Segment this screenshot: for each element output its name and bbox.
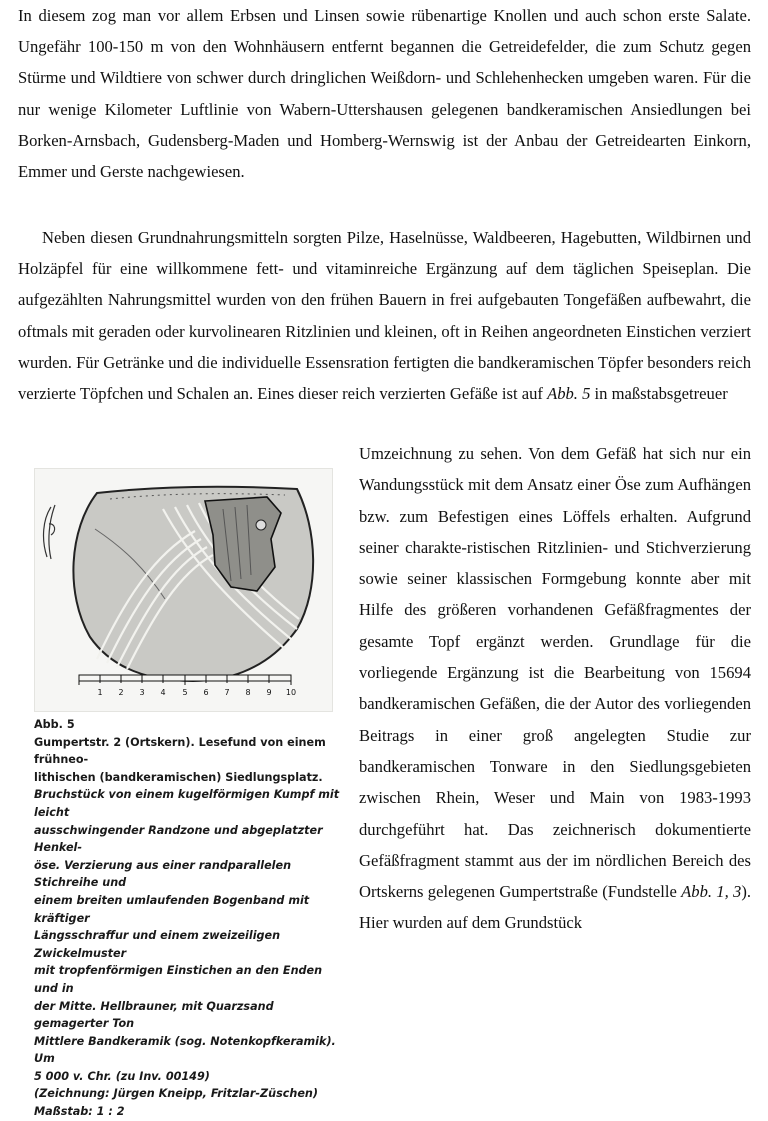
scale-tick-4: 4 (160, 688, 166, 697)
caption-line-9: der Mitte. Hellbrauner, mit Quarzsand gemagerter Ton (34, 999, 274, 1031)
paragraph-3-text: Umzeichnung zu sehen. Von dem Gefäß hat sich nur ein Wandungsstück mit dem Ansatz einer Öse zum Aufhängen bzw. zum Befestigen eines Löffels erhalten. Aufgrund seiner charakte-ristischen Ritzlinien- und Stichverzierung sowie seiner klassischen Formgebung konnte aber mit Hilfe des größeren vorhandenen Gefäßfragmentes der gesamte Topf ergänzt werden. Grundlage für die vorliegende Ergänzung ist die Bearbeitung von 15694 bandkeramischen Gefäßen, die der Autor des vorliegenden Beitrags in einer groß angelegten Studie zur bandkeramischen Tonware in den Siedlungsgebieten zwischen Rhein, Weser und Main von 1983-1993 durchgeführt hat. Das zeichnerisch dokumentierte Gefäßfragment stammt aus der im nördlichen Bereich des Ortskerns gelegenen Gumpertstraße (Fundstelle (359, 444, 751, 902)
caption-line-13: Maßstab: 1 : 2 (34, 1105, 125, 1119)
caption-line-8: mit tropfenförmigen Einstichen an den Enden und in (34, 964, 323, 995)
caption-line-1: Gumpertstr. 2 (Ortskern). Lesefund von einem frühneo- (34, 735, 326, 767)
scale-tick-2: 2 (118, 688, 124, 697)
paragraph-3-tail: ). Hier wurden auf dem Grundstück (359, 882, 751, 933)
caption-line-2: lithischen (bandkeramischen) Siedlungsplatz. (34, 770, 323, 784)
scale-tick-9: 9 (266, 688, 272, 697)
scale-tick-1: 1 (97, 688, 103, 697)
pottery-figure (34, 468, 333, 712)
paragraph-2 (18, 222, 751, 409)
vessel-drawing (35, 469, 332, 711)
scale-tick-3: 3 (139, 688, 145, 697)
figure-caption (34, 716, 344, 1121)
caption-line-10: Mittlere Bandkeramik (sog. Notenkopfkeramik). Um (34, 1034, 336, 1066)
caption-line-3: Bruchstück von einem kugelförmigen Kumpf mit leicht (34, 788, 340, 819)
scale-tick-6: 6 (203, 688, 209, 697)
scale-tick-5: 5 (182, 688, 188, 697)
caption-line-5: öse. Verzierung aus einer randparallelen Stichreihe und (34, 858, 292, 890)
paragraph-1 (18, 0, 751, 187)
scale-tick-10: 10 (285, 688, 297, 697)
scale-labels (97, 688, 296, 697)
scale-tick-8: 8 (245, 688, 251, 697)
caption-line-11: 5 000 v. Chr. (zu Inv. 00149) (34, 1069, 210, 1083)
paragraph-3 (359, 438, 751, 939)
vessel-profile (44, 505, 55, 559)
figure-reference: Abb. 5 (547, 384, 591, 404)
paragraph-2-text: Neben diesen Grundnahrungsmitteln sorgten Pilze, Haselnüsse, Waldbeeren, Hagebutten, Wildbirnen und Holzäpfel für eine willkommene fett- und vitaminreiche Ergänzung auf dem täglichen Speiseplan. Die aufgezählten Nahrungsmittel wurden von den frühen Bauern in frei aufgebauten Tongefäßen aufbewahrt, die oftmals mit geraden oder kurvolinearen Ritzlinien und kleinen, oft in Reihen angeordneten Einstichen verziert wurden. Für Getränke und die individuelle Essensration fertigten die bandkeramischen Töpfer besonders reich verzierte Töpfchen und Schalen an. Eines dieser reich verzierten Gefäße ist auf (18, 228, 751, 404)
caption-line-7: Längsschraffur und einem zweizeiligen Zwickelmuster (34, 929, 281, 960)
caption-line-6: einem breiten umlaufenden Bogenband mit kräftiger (34, 893, 310, 925)
paragraph-2-tail: in maßstabsgetreuer (590, 384, 728, 404)
caption-label: Abb. 5 (34, 718, 75, 731)
site-reference: Abb. 1, 3 (681, 882, 742, 902)
caption-line-12: (Zeichnung: Jürgen Kneipp, Fritzlar-Züschen) (34, 1087, 318, 1101)
caption-line-4: ausschwingender Randzone und abgeplatzter Henkel- (34, 823, 323, 855)
scale-bar (79, 675, 291, 685)
paragraph-1-text: In diesem zog man vor allem Erbsen und Linsen sowie rübenartige Knollen und auch schon erste Salate. Ungefähr 100-150 m von den Wohnhäusern entfernt begannen die Getreidefelder, die zum Schutz gegen Stürme und Wildtiere von schwer durch dringlichen Weißdorn- und Schlehenhecken umgeben waren. Für die nur wenige Kilometer Luftlinie von Wabern-Uttershausen gelegenen bandkeramischen Ansiedlungen bei Borken-Arnsbach, Gudensberg-Maden und Homberg-Wernswig ist der Anbau der Getreidearten Einkorn, Emmer und Gerste nachgewiesen. (18, 6, 751, 182)
scale-tick-7: 7 (224, 688, 230, 697)
